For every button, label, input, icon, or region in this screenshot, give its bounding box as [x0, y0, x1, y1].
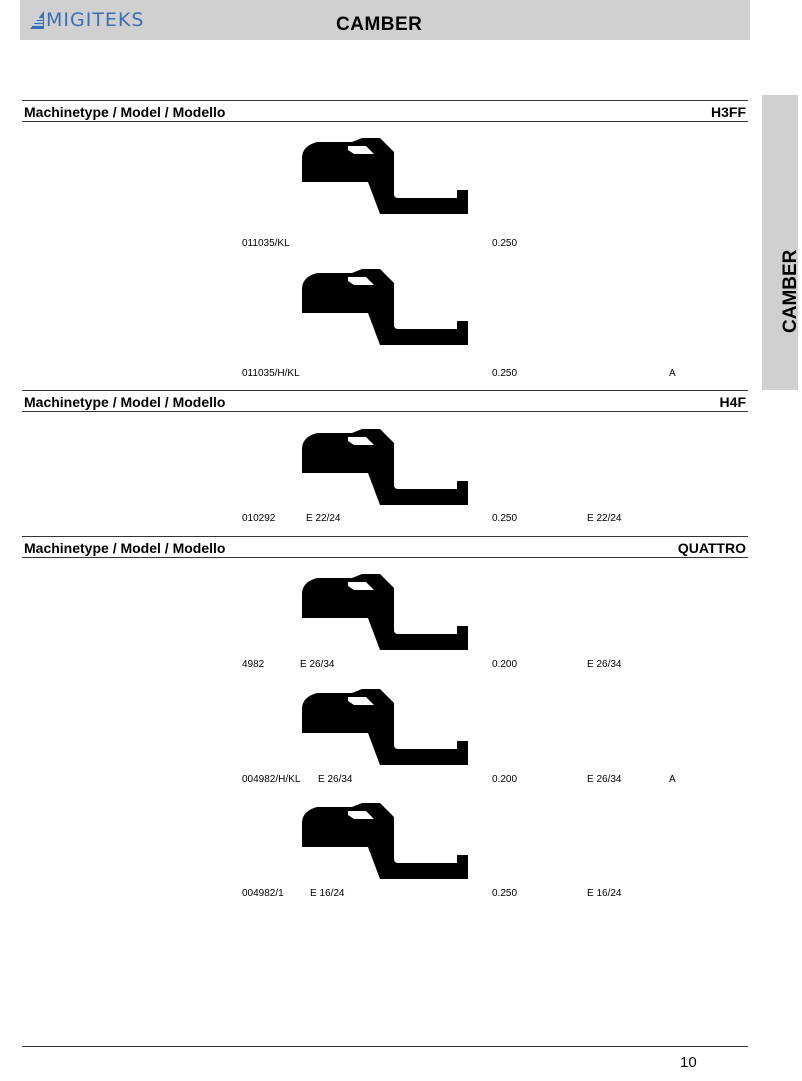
part-code: 004982/1 — [242, 888, 284, 899]
part-size: E 26/34 — [300, 659, 335, 670]
part-ref: E 16/24 — [587, 888, 622, 899]
part-value: 0.250 — [492, 888, 518, 899]
part-flag: A — [669, 368, 676, 379]
section-model: QUATTRO — [677, 540, 746, 556]
footer-divider — [22, 1046, 748, 1047]
section-label: Machinetype / Model / Modello — [24, 394, 226, 410]
part-value: 0.200 — [492, 774, 518, 785]
part-value: 0.250 — [492, 368, 518, 379]
logo-text: MIGITEKS — [46, 9, 145, 31]
part-flag: A — [669, 774, 676, 785]
page-title: CAMBER — [336, 14, 423, 35]
camber-profile-image — [302, 423, 472, 515]
section-header-h3ff — [22, 100, 748, 122]
camber-profile-image — [302, 683, 472, 775]
section-model: H3FF — [711, 104, 746, 120]
part-ref: E 22/24 — [587, 513, 622, 524]
page-number: 10 — [680, 1054, 697, 1071]
section-header-quattro — [22, 536, 748, 558]
part-size: E 16/24 — [310, 888, 345, 899]
section-label: Machinetype / Model / Modello — [24, 540, 226, 556]
part-value: 0.250 — [492, 238, 518, 249]
part-code: 011035/H/KL — [242, 368, 300, 379]
part-ref: E 26/34 — [587, 774, 622, 785]
section-header-h4f — [22, 390, 748, 412]
section-label: Machinetype / Model / Modello — [24, 104, 226, 120]
section-model: H4F — [719, 394, 746, 410]
part-ref: E 26/34 — [587, 659, 622, 670]
part-code: 010292 — [242, 513, 276, 524]
logo-mark-icon — [30, 11, 44, 29]
part-code: 4982 — [242, 659, 265, 670]
camber-profile-image — [302, 263, 472, 355]
part-size: E 26/34 — [318, 774, 353, 785]
camber-profile-image — [302, 132, 472, 224]
side-tab — [762, 95, 801, 390]
side-tab-label: CAMBER — [780, 249, 801, 333]
part-value: 0.250 — [492, 513, 518, 524]
camber-profile-image — [302, 797, 472, 889]
part-code: 011035/KL — [242, 238, 290, 249]
brand-logo — [30, 7, 144, 33]
header-bar — [20, 0, 750, 40]
camber-profile-image — [302, 568, 472, 660]
part-size: E 22/24 — [306, 513, 341, 524]
part-code: 004982/H/KL — [242, 774, 301, 785]
part-value: 0.200 — [492, 659, 518, 670]
